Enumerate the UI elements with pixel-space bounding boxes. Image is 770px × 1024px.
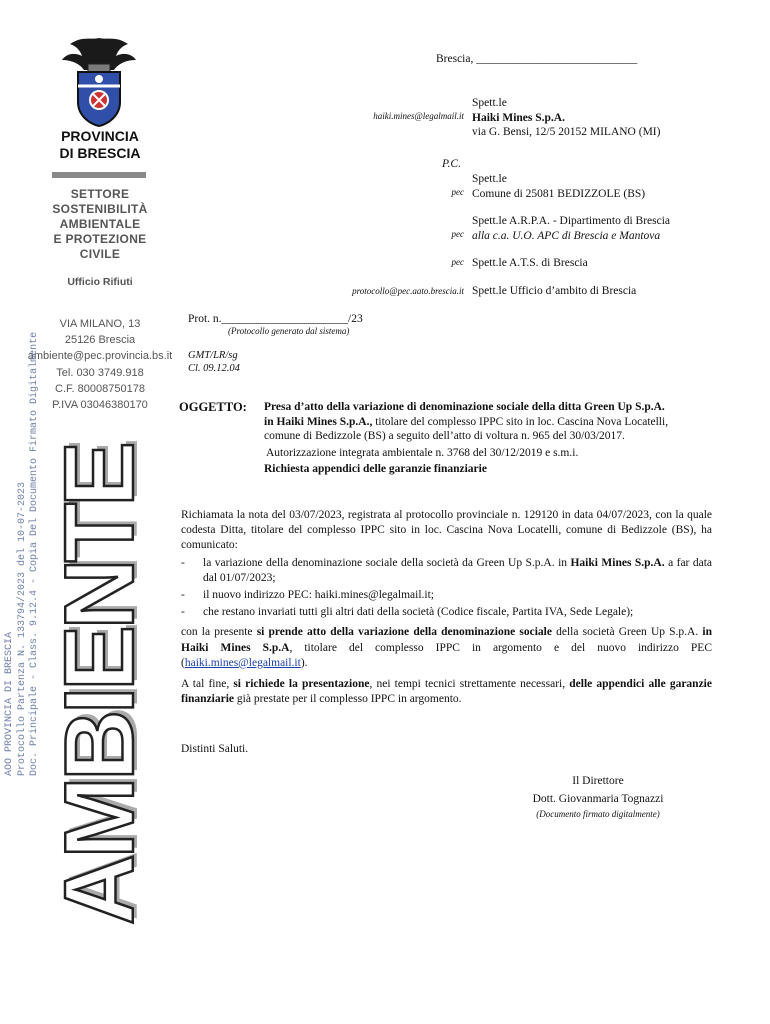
- recipient-comune: Spett.le Comune di 25081 BEDIZZOLE (BS): [472, 173, 646, 200]
- pc-label: P.C.: [442, 158, 461, 170]
- subject-text: Presa d’atto della variazione di denominazione sociale della ditta Green Up S.p.A. in Haiki Mines S.p.A., titolare del complesso IPPC sito in loc. Cascina Nova Locatelli, comune di Bedizzole (BS) a seguito dell’atto di voltura n. 965 del 30/03/2017. Autorizzazione integrata ambientale n. 3768 del 30/12/2019 e s.m.i. Richiesta appendici delle garanzie finanziarie: [264, 401, 669, 476]
- recipient-ats: Spett.le A.T.S. di Brescia: [472, 257, 588, 269]
- recipient-pec: pec: [451, 229, 464, 239]
- office-name: Ufficio Rifiuti: [67, 276, 133, 288]
- recipient-pec: pec: [451, 257, 464, 267]
- recipient-main: Spett.le Haiki Mines S.p.A. via G. Bensi, 12/5 20152 MILANO (MI): [472, 97, 661, 138]
- province-coat-of-arms: [60, 34, 138, 128]
- signer-name: Dott. Giovanmaria Tognazzi: [532, 792, 664, 805]
- letter-body: [181, 508, 712, 707]
- acknowledgement-paragraph: con la presente si prende atto della variazione della denominazione sociale della società Green Up S.p.A. in Haiki Mines S.p.A, titolare del complesso IPPC in argomento e del nuovo indirizzo PEC (haiki.mines@legalmail.it).: [181, 626, 712, 669]
- recipient-pec: pec: [451, 187, 464, 197]
- recipient-company: Haiki Mines S.p.A.: [472, 111, 565, 124]
- protocol-number: Prot. n.______________________/23: [188, 313, 363, 325]
- sector-name: SETTORE SOSTENIBILITÀ AMBIENTALE E PROTEZIONE CIVILE: [52, 187, 148, 261]
- signature-note: (Documento firmato digitalmente): [536, 809, 660, 819]
- place-date: Brescia, ____________________________: [436, 53, 638, 65]
- province-name: PROVINCIA DI BRESCIA: [59, 128, 141, 161]
- list-item: - il nuovo indirizzo PEC: haiki.mines@legalmail.it;: [181, 589, 434, 602]
- recipient-arpa: Spett.le A.R.P.A. - Dipartimento di Brescia alla c.a. U.O. APC di Brescia e Mantova: [472, 215, 671, 242]
- protocol-note: (Protocollo generato dal sistema): [228, 326, 350, 336]
- office-address: VIA MILANO, 13 25126 Brescia ambiente@pec.provincia.bs.it Tel. 030 3749.918 C.F. 80008750178 P.IVA 03046380170: [27, 318, 173, 412]
- intro-paragraph: Richiamata la nota del 03/07/2023, registrata al protocollo provinciale n. 129120 in data 04/07/2023, con la quale codesta Ditta, titolare del complesso IPPC sito in loc. Cascina Nova Locatelli, comune di Bedizzole (BS), ha comunicato:: [181, 509, 712, 552]
- request-paragraph: A tal fine, si richiede la presentazione, nei tempi tecnici strettamente necessari, delle appendici alle garanzie finanziarie già prestate per il complesso IPPC in argomento.: [181, 678, 712, 706]
- protocol-stamp: AOO PROVINCIA DI BRESCIA Protocollo Partenza N. 133794/2023 del 10-07-2023 Doc. Principale - Class. 9.12.4 - Copia Del Documento Firmato Digitalmente: [4, 331, 40, 776]
- subject-label: OGGETTO:: [179, 400, 247, 414]
- signer-role: Il Direttore: [572, 775, 624, 787]
- reference-codes: GMT/LR/sg Cl. 09.12.04: [188, 350, 240, 374]
- closing: Distinti Saluti.: [181, 743, 249, 755]
- list-item: - la variazione della denominazione sociale della società da Green Up S.p.A. in Haiki Mines S.p.A. a far data dal 01/07/2023;: [181, 556, 712, 584]
- divider: [52, 172, 146, 178]
- recipient-pec: protocollo@pec.aato.brescia.it: [352, 286, 464, 296]
- pec-link[interactable]: haiki.mines@legalmail.it: [184, 656, 301, 669]
- signature-block: [498, 774, 698, 819]
- sector-watermark-word: AMBIENTE: [44, 445, 154, 925]
- list-item: - che restano invariati tutti gli altri dati della società (Codice fiscale, Partita IVA, Sede Legale);: [181, 606, 634, 619]
- recipient-ufficio-ambito: Spett.le Ufficio d’ambito di Brescia: [472, 285, 637, 297]
- recipient-pec: haiki.mines@legalmail.it: [373, 111, 464, 121]
- recipient-address: via G. Bensi, 12/5 20152 MILANO (MI): [472, 126, 661, 138]
